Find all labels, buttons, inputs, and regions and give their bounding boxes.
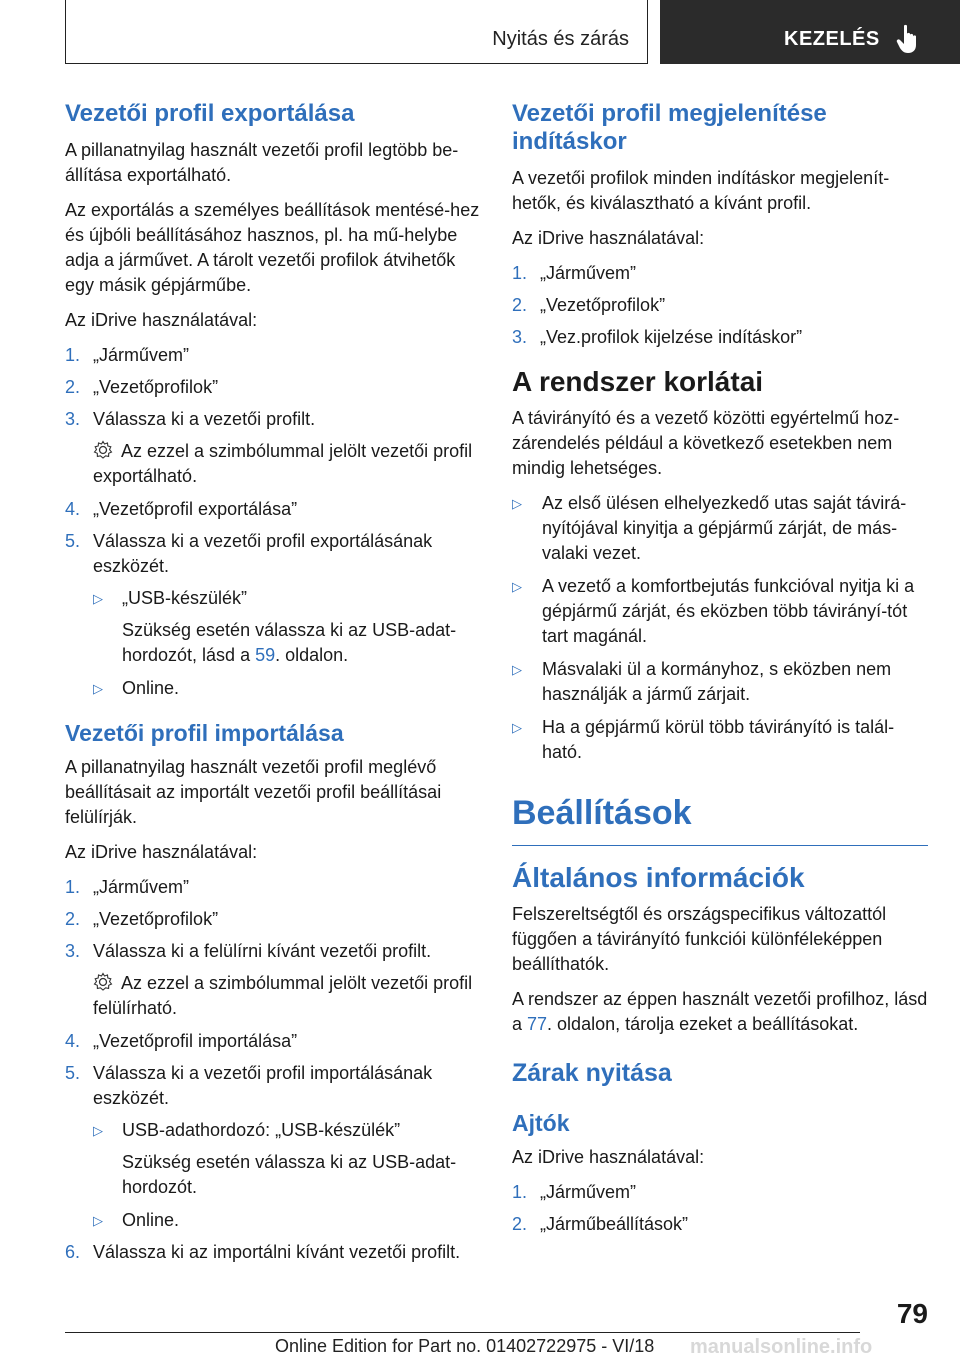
step-number: 1. [65, 345, 81, 365]
doors-steps [512, 1180, 928, 1237]
header-chapter-label: KEZELÉS [784, 28, 880, 50]
sub-item-text: „USB-készülék” [122, 588, 248, 608]
list-item [65, 529, 485, 579]
step-number: 2. [512, 295, 528, 315]
gear-icon [93, 972, 113, 992]
step-text: „Vezetőprofilok” [540, 295, 666, 315]
triangle-bullet-icon: ▷ [512, 496, 522, 511]
header-section-box [65, 0, 648, 64]
display-idrive-label: Az iDrive használatával: [512, 228, 705, 248]
export-idrive-label: Az iDrive használatával: [65, 310, 258, 330]
sub-item-text: USB-adathordozó: „USB-készülék” [122, 1120, 401, 1140]
sub-item-text: Online. [122, 678, 180, 698]
doors-heading: Ajtók [512, 1110, 570, 1136]
import-steps [65, 875, 485, 964]
gear-icon [93, 440, 113, 460]
sub-item-text: Online. [122, 1210, 180, 1230]
triangle-bullet-icon: ▷ [93, 1123, 103, 1138]
list-item [512, 261, 928, 286]
step-number: 2. [512, 1214, 528, 1234]
list-item [512, 325, 928, 350]
export-intro: A pillanatnyilag használt vezetői profil legtöbb be-állítása exportálható. [65, 140, 459, 185]
step-number: 3. [65, 409, 81, 429]
note-text: Az ezzel a szimbólummal jelölt vezetői profil exportálható. [93, 441, 473, 486]
step-number: 5. [65, 1063, 81, 1083]
step-text: „Vez.profilok kijelzése indításkor” [540, 327, 803, 347]
export-steps-continued [65, 497, 485, 579]
step-number: 2. [65, 909, 81, 929]
triangle-bullet-icon: ▷ [512, 579, 522, 594]
step-number: 2. [65, 377, 81, 397]
list-item [65, 375, 485, 400]
page-number: 79 [896, 1298, 928, 1329]
list-item [512, 293, 928, 318]
sub-list-item [65, 676, 485, 701]
list-item [512, 1212, 928, 1237]
step-text: Válassza ki a felülírni kívánt vezetői profilt. [93, 941, 432, 961]
list-item [65, 1240, 485, 1265]
doors-idrive-label: Az iDrive használatával: [512, 1147, 705, 1167]
footer-edition: Online Edition for Part no. 01402722975 - VI/18 [275, 1336, 655, 1356]
bullet-text: Az első ülésen elhelyezkedő utas saját távirá-nyítójával kinyitja a gépjármű zárját, de más-valaki vezet. [542, 493, 907, 563]
step-number: 1. [512, 1182, 528, 1202]
list-item [65, 1029, 485, 1054]
list-item [65, 907, 485, 932]
step-number: 1. [512, 263, 528, 283]
step-number: 3. [65, 941, 81, 961]
step-text: „Vezetőprofilok” [93, 909, 219, 929]
list-item [65, 407, 485, 432]
export-heading: Vezetői profil exportálása [65, 100, 355, 127]
step-text: Válassza ki a vezetői profilt. [93, 409, 316, 429]
hand-pointer-icon [896, 24, 922, 54]
list-item [65, 875, 485, 900]
general-info-heading: Általános információk [512, 862, 805, 893]
sub-list-item [65, 1208, 485, 1233]
list-item [512, 715, 928, 765]
right-column [512, 100, 928, 1244]
list-item [65, 497, 485, 522]
paragraph-text: A rendszer az éppen használt vezetői profilhoz, lásd a [512, 989, 928, 1034]
step-text: „Járművem” [540, 1182, 637, 1202]
list-item [512, 1180, 928, 1205]
step-number: 4. [65, 499, 81, 519]
step-number: 4. [65, 1031, 81, 1051]
limits-heading: A rendszer korlátai [512, 366, 764, 397]
step-number: 1. [65, 877, 81, 897]
watermark: manualsonline.info [690, 1336, 873, 1358]
step-number: 3. [512, 327, 528, 347]
sub-list-item [65, 586, 485, 611]
step-number: 5. [65, 531, 81, 551]
import-steps-continued [65, 1029, 485, 1111]
triangle-bullet-icon: ▷ [512, 662, 522, 677]
settings-heading: Beállítások [512, 794, 692, 832]
step-text: Válassza ki a vezetői profil importálásának eszközét. [93, 1063, 433, 1108]
triangle-bullet-icon: ▷ [512, 720, 522, 735]
bullet-text: Ha a gépjármű körül több távirányító is talál-ható. [542, 717, 895, 762]
note-text: . oldalon. [275, 645, 349, 665]
import-heading: Vezetői profil importálása [65, 720, 344, 746]
export-steps [65, 343, 485, 432]
unlock-heading: Zárak nyitása [512, 1059, 672, 1087]
header-section-title: Nyitás és zárás [492, 28, 629, 50]
limits-intro: A távirányító és a vezető közötti egyértelmű hoz-zárendelés például a következő esetekben nem mindig lehetséges. [512, 408, 900, 478]
step-text: „Járművem” [93, 877, 190, 897]
list-item [65, 1061, 485, 1111]
import-note [65, 971, 485, 1021]
bullet-text: A vezető a komfortbejutás funkcióval nyitja ki a gépjármű zárját, és eközben több távirányí-tót tart magánál. [542, 576, 915, 646]
bullet-text: Másvalaki ül a kormányhoz, s eközben nem használják a jármű zárjait. [542, 659, 892, 704]
display-heading: Vezetői profil megjelenítése indításkor [512, 100, 827, 155]
general-info-p1: Felszereltségtől és országspecifikus változattól függően a távirányító funkciói különféleképpen beállíthatók. [512, 904, 887, 974]
export-note [65, 439, 485, 489]
list-item [65, 939, 485, 964]
triangle-bullet-icon: ▷ [93, 1213, 103, 1228]
header-chapter-tab [660, 0, 960, 64]
usb-note [65, 618, 485, 668]
step-text: „Vezetőprofil exportálása” [93, 499, 298, 519]
section-divider [512, 845, 928, 846]
left-column [65, 100, 485, 1272]
step-text: „Járműbeállítások” [540, 1214, 689, 1234]
footer-divider [65, 1332, 860, 1333]
list-item [512, 574, 928, 649]
import-idrive-label: Az iDrive használatával: [65, 842, 258, 862]
step-text: „Járművem” [93, 345, 190, 365]
note-text: Az ezzel a szimbólummal jelölt vezetői profil felülírható. [93, 973, 473, 1018]
note-text: Szükség esetén válassza ki az USB-adat-hordozót, lásd a [122, 620, 457, 665]
page-link[interactable]: 59 [255, 645, 276, 665]
list-item [512, 657, 928, 707]
display-steps [512, 261, 928, 350]
step-text: Válassza ki az importálni kívánt vezetői profilt. [93, 1242, 461, 1262]
list-item [512, 491, 928, 566]
import-intro: A pillanatnyilag használt vezetői profil meglévő beállításait az importált vezetői profil beállításai felülírják. [65, 757, 442, 827]
list-item [65, 343, 485, 368]
limits-bullets [512, 491, 928, 765]
display-intro: A vezetői profilok minden indításkor megjelenít-hetők, és kiválasztható a kívánt profil. [512, 168, 890, 213]
export-description: Az exportálás a személyes beállítások mentésé-hez és újbóli beállításához hasznos, pl. ha mű-helybe adja a járművet. A tárolt vezetői profilok átvihetők egy másik gépjárműbe. [65, 200, 480, 295]
general-info-p2 [512, 987, 928, 1037]
triangle-bullet-icon: ▷ [93, 681, 103, 696]
triangle-bullet-icon: ▷ [93, 591, 103, 606]
step-text: „Vezetőprofilok” [93, 377, 219, 397]
paragraph-text: . oldalon, tárolja ezeket a beállításokat. [547, 1014, 859, 1034]
step-text: „Vezetőprofil importálása” [93, 1031, 298, 1051]
step-text: Válassza ki a vezetői profil exportálásának eszközét. [93, 531, 433, 576]
step-number: 6. [65, 1242, 81, 1262]
step-text: „Járművem” [540, 263, 637, 283]
sub-list-item [65, 1118, 485, 1143]
usb-note: Szükség esetén válassza ki az USB-adat-hordozót. [122, 1152, 457, 1197]
page-link[interactable]: 77 [527, 1014, 548, 1034]
